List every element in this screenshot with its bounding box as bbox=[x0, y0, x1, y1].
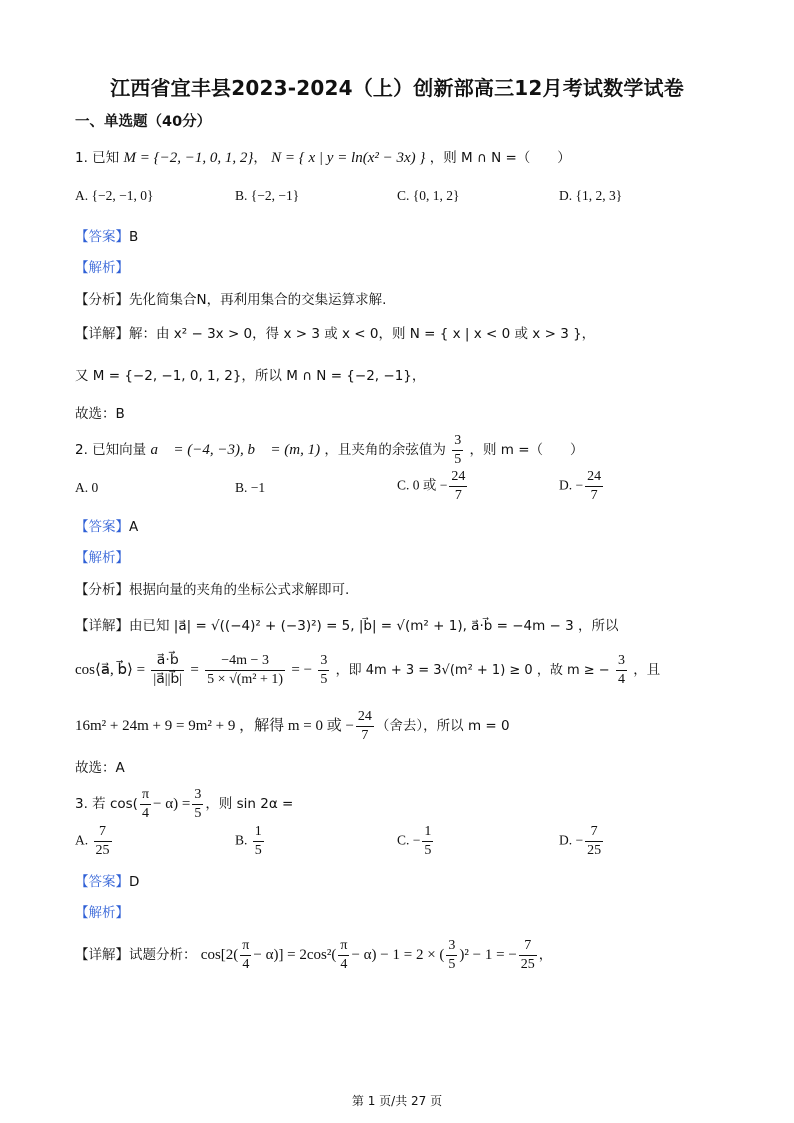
q2-option-d bbox=[559, 468, 605, 505]
q3-stem-mid: − α) = bbox=[153, 796, 191, 812]
q2-fraction-3-num: 3 bbox=[318, 652, 329, 671]
q3-analysis-label: 【解析】 bbox=[75, 905, 129, 921]
detail-label: 【详解】 bbox=[75, 618, 129, 634]
q1-analysis-label: 【解析】 bbox=[75, 260, 129, 276]
q2-option-d-prefix: D. − bbox=[559, 477, 584, 493]
q2-stem-mid: ，且夹角的余弦值为 bbox=[324, 442, 446, 458]
page-title: 江西省宜丰县2023-2024（上）创新部高三12月考试数学试卷 bbox=[110, 76, 684, 100]
q2-option-d-num: 24 bbox=[585, 468, 603, 487]
q3-option-d-fraction bbox=[585, 823, 603, 860]
q3-detail-val-num: 3 bbox=[446, 937, 457, 956]
answer-label: 【答案】 bbox=[75, 874, 129, 890]
q2-fenxi-text: 根据向量的夹角的坐标公式求解即可. bbox=[129, 582, 350, 598]
q2-fraction-2-num: −4m − 3 bbox=[205, 652, 285, 671]
q2-analysis-label: 【解析】 bbox=[75, 550, 129, 566]
q2-option-d-fraction bbox=[585, 468, 603, 505]
q1-option-c: C. {0, 1, 2} bbox=[397, 188, 460, 203]
q3-option-c-num: 1 bbox=[422, 823, 433, 842]
q1-stem-suffix: ，则 M ∩ N =（ ） bbox=[429, 150, 571, 166]
q2-answer bbox=[75, 515, 138, 535]
q2-detail3-suffix: （舍去），所以 m = 0 bbox=[375, 718, 510, 734]
q1-fenxi-text: 先化简集合N，再利用集合的交集运算求解. bbox=[129, 292, 387, 308]
q2-fraction-4-den: 4 bbox=[617, 672, 625, 687]
q3-option-c-fraction bbox=[422, 823, 433, 860]
q2-fraction-3-den: 5 bbox=[320, 672, 328, 687]
q3-option-d bbox=[559, 823, 605, 860]
q2-cos-lhs: cos⟨a⃗, b⃗⟩ = bbox=[75, 662, 146, 678]
q2-eq: = bbox=[190, 662, 199, 678]
q3-value-fraction bbox=[192, 786, 203, 823]
q3-detail-d: )² − 1 = − bbox=[459, 947, 517, 963]
q3-option-a-den: 25 bbox=[95, 843, 110, 858]
q3-stem bbox=[75, 786, 293, 823]
q3-detail-pi-1 bbox=[240, 937, 251, 974]
q3-value-num: 3 bbox=[192, 786, 203, 805]
q1-answer bbox=[75, 225, 138, 245]
q3-option-b-den: 5 bbox=[254, 843, 262, 858]
q2-detail-line1 bbox=[75, 614, 619, 634]
answer-label: 【答案】 bbox=[75, 229, 129, 245]
q2-detail3-num: 24 bbox=[356, 708, 374, 727]
q2-vectors: a⃗ = (−4, −3), b⃗ = (m, 1) bbox=[150, 442, 321, 458]
q2-option-c-fraction bbox=[449, 468, 467, 505]
q3-option-b-fraction bbox=[253, 823, 264, 860]
q3-option-a bbox=[75, 823, 114, 860]
q2-fraction-3 bbox=[318, 652, 329, 689]
q3-option-a-prefix: A. bbox=[75, 832, 89, 848]
q1-number: 1. 已知 bbox=[75, 150, 120, 166]
q2-fraction-2-den: 5 × √(m² + 1) bbox=[207, 672, 284, 687]
q2-option-c-prefix: C. 0 或 − bbox=[397, 477, 448, 493]
q1-detail-line2: 又 M = {−2, −1, 0, 1, 2}，所以 M ∩ N = {−2, −1}， bbox=[75, 368, 426, 384]
q3-option-c bbox=[397, 823, 435, 860]
q3-option-c-den: 5 bbox=[424, 843, 432, 858]
section-heading: 一、单选题（40分） bbox=[75, 114, 212, 130]
q2-option-c-num: 24 bbox=[449, 468, 467, 487]
q2-cos-fraction bbox=[452, 432, 463, 469]
q3-option-a-num: 7 bbox=[94, 823, 112, 842]
q3-option-b-num: 1 bbox=[253, 823, 264, 842]
q2-detail-line3 bbox=[75, 708, 510, 745]
q1-set-m: M = {−2, −1, 0, 1, 2} bbox=[123, 150, 254, 166]
q3-detail-e: ， bbox=[538, 947, 553, 963]
q3-option-d-den: 25 bbox=[587, 843, 602, 858]
fenxi-label: 【分析】 bbox=[75, 292, 129, 308]
q2-option-c-den: 7 bbox=[454, 488, 462, 503]
detail-label: 【详解】 bbox=[75, 326, 129, 342]
q1-set-n: N = { x | y = ln(x² − 3x) } bbox=[271, 150, 426, 166]
q2-stem-suffix: ，则 m =（ ） bbox=[469, 442, 584, 458]
q3-detail-pi-2-den: 4 bbox=[340, 957, 348, 972]
q1-comma: ， bbox=[253, 150, 267, 166]
q2-detail-line2 bbox=[75, 652, 660, 689]
q2-detail3-fraction bbox=[356, 708, 374, 745]
q2-option-d-den: 7 bbox=[590, 488, 598, 503]
q2-detail3-prefix: 16m² + 24m + 9 = 9m² + 9 ，解得 m = 0 或 − bbox=[75, 718, 354, 734]
q1-detail-line1 bbox=[75, 322, 595, 342]
q3-option-c-prefix: C. − bbox=[397, 832, 421, 848]
q2-option-b: B. −1 bbox=[235, 480, 266, 495]
q2-conclusion: 故选：A bbox=[75, 760, 125, 776]
q1-fenxi bbox=[75, 288, 386, 308]
q1-option-b: B. {−2, −1} bbox=[235, 188, 300, 203]
q3-detail-a: cos[2( bbox=[200, 947, 239, 963]
q3-detail-prefix: 试题分析： bbox=[129, 947, 197, 963]
q2-detail2-mid: ，即 4m + 3 = 3√(m² + 1) ≥ 0 ，故 m ≥ − bbox=[335, 663, 610, 678]
q3-option-d-prefix: D. − bbox=[559, 832, 584, 848]
q3-value-den: 5 bbox=[194, 806, 202, 821]
answer-label: 【答案】 bbox=[75, 519, 129, 535]
q2-detail2-end: ，且 bbox=[633, 662, 661, 678]
q3-pi-num: π bbox=[140, 786, 151, 805]
q3-option-a-fraction bbox=[94, 823, 112, 860]
q3-answer-value: D bbox=[129, 874, 140, 890]
q2-cos-num: 3 bbox=[452, 432, 463, 451]
q2-fraction-1 bbox=[151, 652, 184, 689]
q3-detail-pi-2 bbox=[338, 937, 349, 974]
q2-option-c bbox=[397, 468, 469, 505]
q2-cos-den: 5 bbox=[454, 452, 462, 467]
q3-option-b-prefix: B. bbox=[235, 832, 248, 848]
q2-fraction-4-num: 3 bbox=[616, 652, 627, 671]
q2-answer-value: A bbox=[129, 519, 139, 535]
q1-detail1-text: 解：由 x² − 3x > 0，得 x > 3 或 x < 0，则 N = { x | x < 0 或 x > 3 }， bbox=[129, 326, 596, 342]
q3-pi-den: 4 bbox=[141, 806, 149, 821]
q2-option-a: A. 0 bbox=[75, 480, 99, 495]
q2-eq-neg: = − bbox=[291, 662, 313, 678]
q3-detail-pi-1-num: π bbox=[240, 937, 251, 956]
q3-detail-c: − α) − 1 = 2 × ( bbox=[351, 947, 445, 963]
q3-detail-result-den: 25 bbox=[520, 957, 535, 972]
q2-stem bbox=[75, 432, 584, 469]
q2-detail1-text: 由已知 |a⃗| = √((−4)² + (−3)²) = 5, |b⃗| = √(m² + 1), a⃗·b⃗ = −4m − 3 ，所以 bbox=[129, 618, 619, 634]
q2-detail3-den: 7 bbox=[361, 728, 369, 743]
q3-detail-val-den: 5 bbox=[448, 957, 456, 972]
page-footer: 第 1 页/共 27 页 bbox=[351, 1094, 443, 1108]
q3-detail-val bbox=[446, 937, 457, 974]
q2-number: 2. 已知向量 bbox=[75, 442, 147, 458]
q1-conclusion: 故选：B bbox=[75, 406, 125, 422]
q1-option-a: A. {−2, −1, 0} bbox=[75, 188, 154, 203]
q3-option-d-num: 7 bbox=[585, 823, 603, 842]
q3-detail-pi-2-num: π bbox=[338, 937, 349, 956]
q3-pi-fraction bbox=[140, 786, 151, 823]
q3-detail-b: − α)] = 2cos²( bbox=[253, 947, 337, 963]
q3-answer bbox=[75, 870, 139, 890]
q3-detail bbox=[75, 937, 552, 974]
q3-detail-pi-1-den: 4 bbox=[242, 957, 250, 972]
q1-stem bbox=[75, 146, 571, 167]
detail-label: 【详解】 bbox=[75, 947, 129, 963]
q3-stem-suffix: ，则 sin 2α = bbox=[205, 796, 294, 812]
q3-option-b bbox=[235, 823, 266, 860]
q2-fraction-2 bbox=[205, 652, 285, 689]
q3-detail-result-num: 7 bbox=[519, 937, 537, 956]
q3-detail-result bbox=[519, 937, 537, 974]
q2-fraction-1-num: a⃗·b⃗ bbox=[151, 652, 184, 671]
q3-number: 3. 若 cos( bbox=[75, 796, 138, 812]
q1-option-d: D. {1, 2, 3} bbox=[559, 188, 623, 203]
fenxi-label: 【分析】 bbox=[75, 582, 129, 598]
q2-fraction-1-den: |a⃗||b⃗| bbox=[153, 672, 183, 687]
q2-fraction-4 bbox=[616, 652, 627, 689]
q1-answer-value: B bbox=[129, 229, 139, 245]
q2-fenxi bbox=[75, 578, 349, 598]
